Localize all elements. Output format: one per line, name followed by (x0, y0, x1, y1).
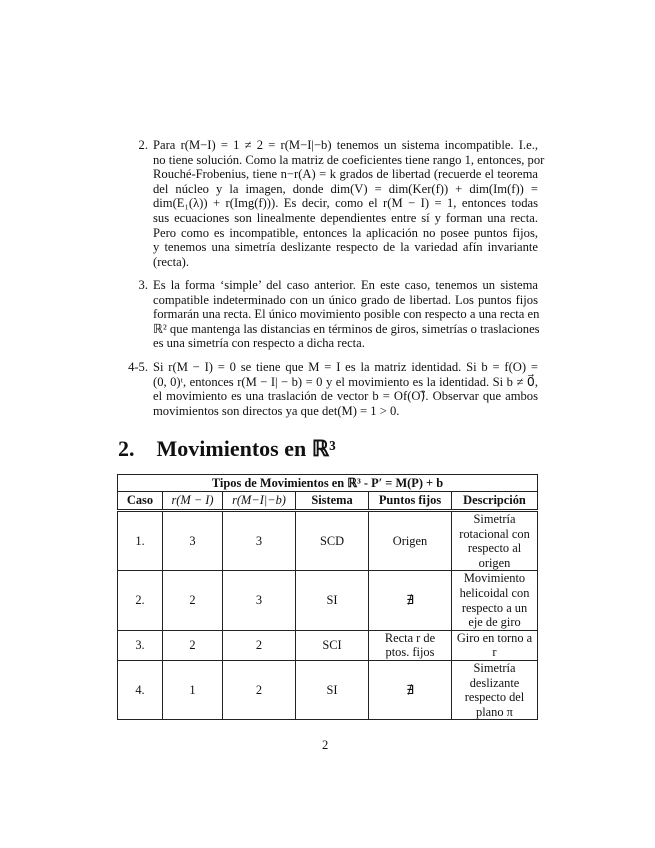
table-cell: ∄ (369, 660, 452, 719)
text-line: dim(E₁(λ)) + r(Img(f))). Es decir, como el r(M − I) = 1, entonces todas (153, 196, 538, 211)
table-cell: Recta r de ptos. fijos (369, 630, 452, 660)
col-header: Caso (118, 492, 163, 511)
text-line: Pero como es incompatible, entonces la aplicación no posee puntos fijos, (153, 225, 538, 240)
text-line: Rouché-Frobenius, tiene n−r(A) = k grados de libertad (recuerde el teorema (153, 167, 538, 182)
table-row (118, 511, 538, 571)
item-text (153, 360, 538, 418)
table-title: Tipos de Movimientos en ℝ³ - P′ = M(P) + b (118, 475, 538, 492)
col-header: Descripción (452, 492, 538, 511)
text-line: movimientos son directos ya que det(M) = 1 > 0. (153, 403, 400, 418)
page-number: 2 (322, 738, 329, 752)
text-line: compatible indeterminado con un único grado de libertad. Los puntos fijos (153, 292, 538, 307)
table-row (118, 571, 538, 630)
table-cell: SI (296, 660, 369, 719)
table-cell: Origen (369, 511, 452, 571)
movements-table (117, 474, 538, 720)
text-line: Si r(M − I) = 0 se tiene que M = I es la matriz identidad. Si b = f(O) = (153, 360, 538, 374)
table-cell: 3 (223, 511, 296, 571)
col-header: Sistema (296, 492, 369, 511)
section-number: 2. (118, 436, 135, 461)
item-number: 4-5. (128, 360, 148, 374)
text-line: el movimiento es una traslación de vector b = Of(O)⃗. Observar que ambos (153, 389, 538, 404)
table-cell: 2. (118, 571, 163, 630)
table-cell: SCD (296, 511, 369, 571)
table-row (118, 660, 538, 719)
table-cell: 2 (163, 630, 223, 660)
item-number: 3. (138, 278, 148, 292)
table-cell: 3. (118, 630, 163, 660)
section-heading (118, 436, 336, 462)
text-line: ℝ² que mantenga las distancias en términos de giros, simetrías o traslaciones (153, 321, 540, 336)
table-cell: Simetría rotacional con respecto al origen (452, 511, 538, 571)
table-cell: 2 (223, 660, 296, 719)
text-line: es una simetría con respecto a dicha recta. (153, 336, 365, 351)
text-line: sus ecuaciones son linealmente dependientes entre sí y forman una recta. (153, 210, 538, 225)
table-cell: 1. (118, 511, 163, 571)
table-cell: Simetría deslizante respecto del plano π (452, 660, 538, 719)
col-header: r(M − I) (163, 492, 223, 511)
item-number: 2. (138, 138, 148, 152)
table-header-row (118, 492, 538, 511)
table-cell: Movimiento helicoidal con respecto a un eje de giro (452, 571, 538, 630)
table-row (118, 630, 538, 660)
table-cell: 2 (163, 571, 223, 630)
table-cell: 3 (223, 571, 296, 630)
table-cell: Giro en torno a r (452, 630, 538, 660)
text-line: del núcleo y la imagen, donde dim(V) = dim(Ker(f)) + dim(Im(f)) = (153, 181, 538, 196)
col-header: Puntos fijos (369, 492, 452, 511)
text-line: formarán una recta. El único movimiento posible con respecto a una recta en (153, 307, 540, 322)
text-line: (recta). (153, 254, 189, 269)
table-cell: 2 (223, 630, 296, 660)
text-line: Es la forma ‘simple’ del caso anterior. En este caso, tenemos un sistema (153, 278, 538, 292)
text-line: y tenemos una simetría deslizante respecto de la variedad afín invariante (153, 240, 538, 255)
table-cell: 3 (163, 511, 223, 571)
section-title: Movimientos en ℝ³ (156, 436, 336, 461)
text-line: Para r(M−I) = 1 ≠ 2 = r(M−I|−b) tenemos un sistema incompatible. I.e., (153, 138, 538, 152)
table-cell: SI (296, 571, 369, 630)
text-line: (0, 0)ᵗ, entonces r(M − I| − b) = 0 y el movimiento es la identidad. Si b ≠ 0⃗, (153, 374, 538, 389)
text-line: no tiene solución. Como la matriz de coeficientes tiene rango 1, entonces, por (153, 152, 545, 167)
table-cell: 4. (118, 660, 163, 719)
table-cell: 1 (163, 660, 223, 719)
item-text (153, 278, 538, 351)
item-text (153, 138, 545, 269)
col-header: r(M−I|−b) (223, 492, 296, 511)
table-cell: ∄ (369, 571, 452, 630)
table-cell: SCI (296, 630, 369, 660)
